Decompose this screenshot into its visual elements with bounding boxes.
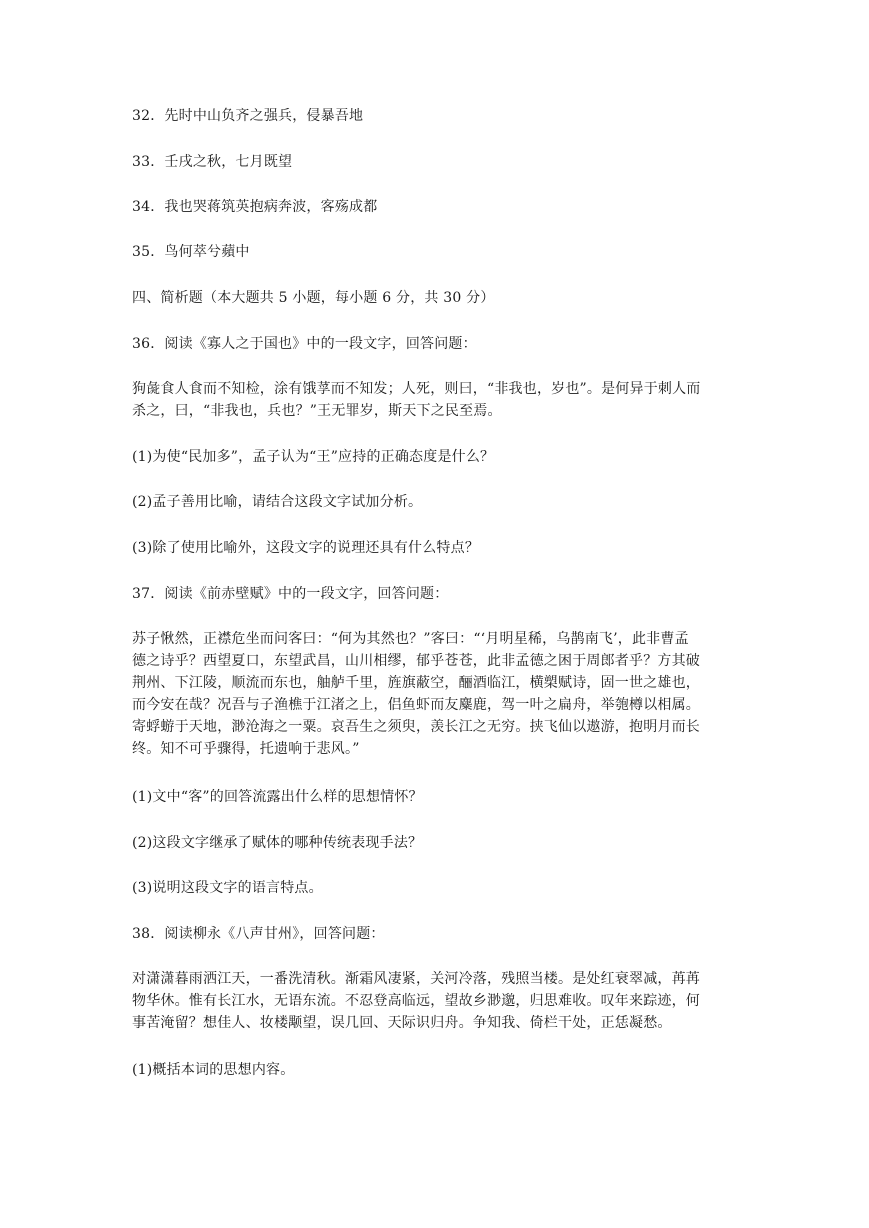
passage-line: 事苦淹留？想佳人、妆楼颙望，误几回、天际识归舟。争知我、倚栏干处，正恁凝愁。 <box>132 1015 672 1031</box>
question-36-sub-2: (2)孟子善用比喻，请结合这段文字试加分析。 <box>132 494 423 510</box>
passage-line: 德之诗乎？西望夏口，东望武昌，山川相缪，郁乎苍苍，此非孟德之困于周郎者乎？方其破 <box>132 653 700 669</box>
passage-line: 杀之，曰，“非我也，兵也？”王无罪岁，斯天下之民至焉。 <box>132 403 502 419</box>
question-33: 33．壬戌之秋，七月既望 <box>132 154 293 170</box>
question-37-passage <box>132 628 746 760</box>
passage-line: 寄蜉蝣于天地，渺沧海之一粟。哀吾生之须臾，羡长江之无穷。挟飞仙以遨游，抱明月而长 <box>132 719 700 735</box>
question-37-sub-3: (3)说明这段文字的语言特点。 <box>132 880 323 896</box>
passage-line: 荆州、下江陵，顺流而东也，舳舻千里，旌旗蔽空，酾酒临江，横槊赋诗，固一世之雄也， <box>132 675 700 691</box>
passage-line: 终。知不可乎骤得，托遗响于悲风。” <box>132 741 360 757</box>
question-36-sub-1: (1)为使“民加多”，孟子认为“王”应持的正确态度是什么？ <box>132 449 495 465</box>
question-38-passage <box>132 968 746 1034</box>
passage-line: 对潇潇暮雨洒江天，一番洗清秋。渐霜风凄紧，关河冷落，残照当楼。是处红衰翠减，苒苒 <box>132 971 700 987</box>
question-32: 32．先时中山负齐之强兵，侵暴吾地 <box>132 108 364 124</box>
passage-line: 而今安在哉？况吾与子渔樵于江渚之上，侣鱼虾而友麋鹿，驾一叶之扁舟，举匏樽以相属。 <box>132 697 700 713</box>
question-37-sub-2: (2)这段文字继承了赋体的哪种传统表现手法？ <box>132 835 423 851</box>
question-35: 35．鸟何萃兮蘋中 <box>132 244 250 260</box>
passage-line: 狗彘食人食而不知检，涂有饿莩而不知发；人死，则曰，“非我也，岁也”。是何异于刺人而 <box>132 381 701 397</box>
question-36-intro: 36．阅读《寡人之于国也》中的一段文字，回答问题： <box>132 336 477 352</box>
question-36-sub-3: (3)除了使用比喻外，这段文字的说理还具有什么特点？ <box>132 540 480 556</box>
question-37-sub-1: (1)文中“客”的回答流露出什么样的思想情怀？ <box>132 789 423 805</box>
question-38-sub-1: (1)概括本词的思想内容。 <box>132 1062 295 1078</box>
question-37-intro: 37．阅读《前赤壁赋》中的一段文字，回答问题： <box>132 586 449 602</box>
passage-line: 物华休。惟有长江水，无语东流。不忍登高临远，望故乡渺邈，归思难收。叹年来踪迹，何 <box>132 993 700 1009</box>
question-38-intro: 38．阅读柳永《八声甘州》，回答问题： <box>132 926 385 942</box>
section-4-heading: 四、简析题（本大题共 5 小题，每小题 6 分，共 30 分） <box>132 290 495 306</box>
question-36-passage <box>132 378 746 422</box>
passage-line: 苏子愀然，正襟危坐而问客曰：“何为其然也？”客曰：“‘月明星稀，乌鹊南飞’，此非曹孟 <box>132 631 689 647</box>
question-34: 34．我也哭蒋筑英抱病奔波，客殇成都 <box>132 199 378 215</box>
